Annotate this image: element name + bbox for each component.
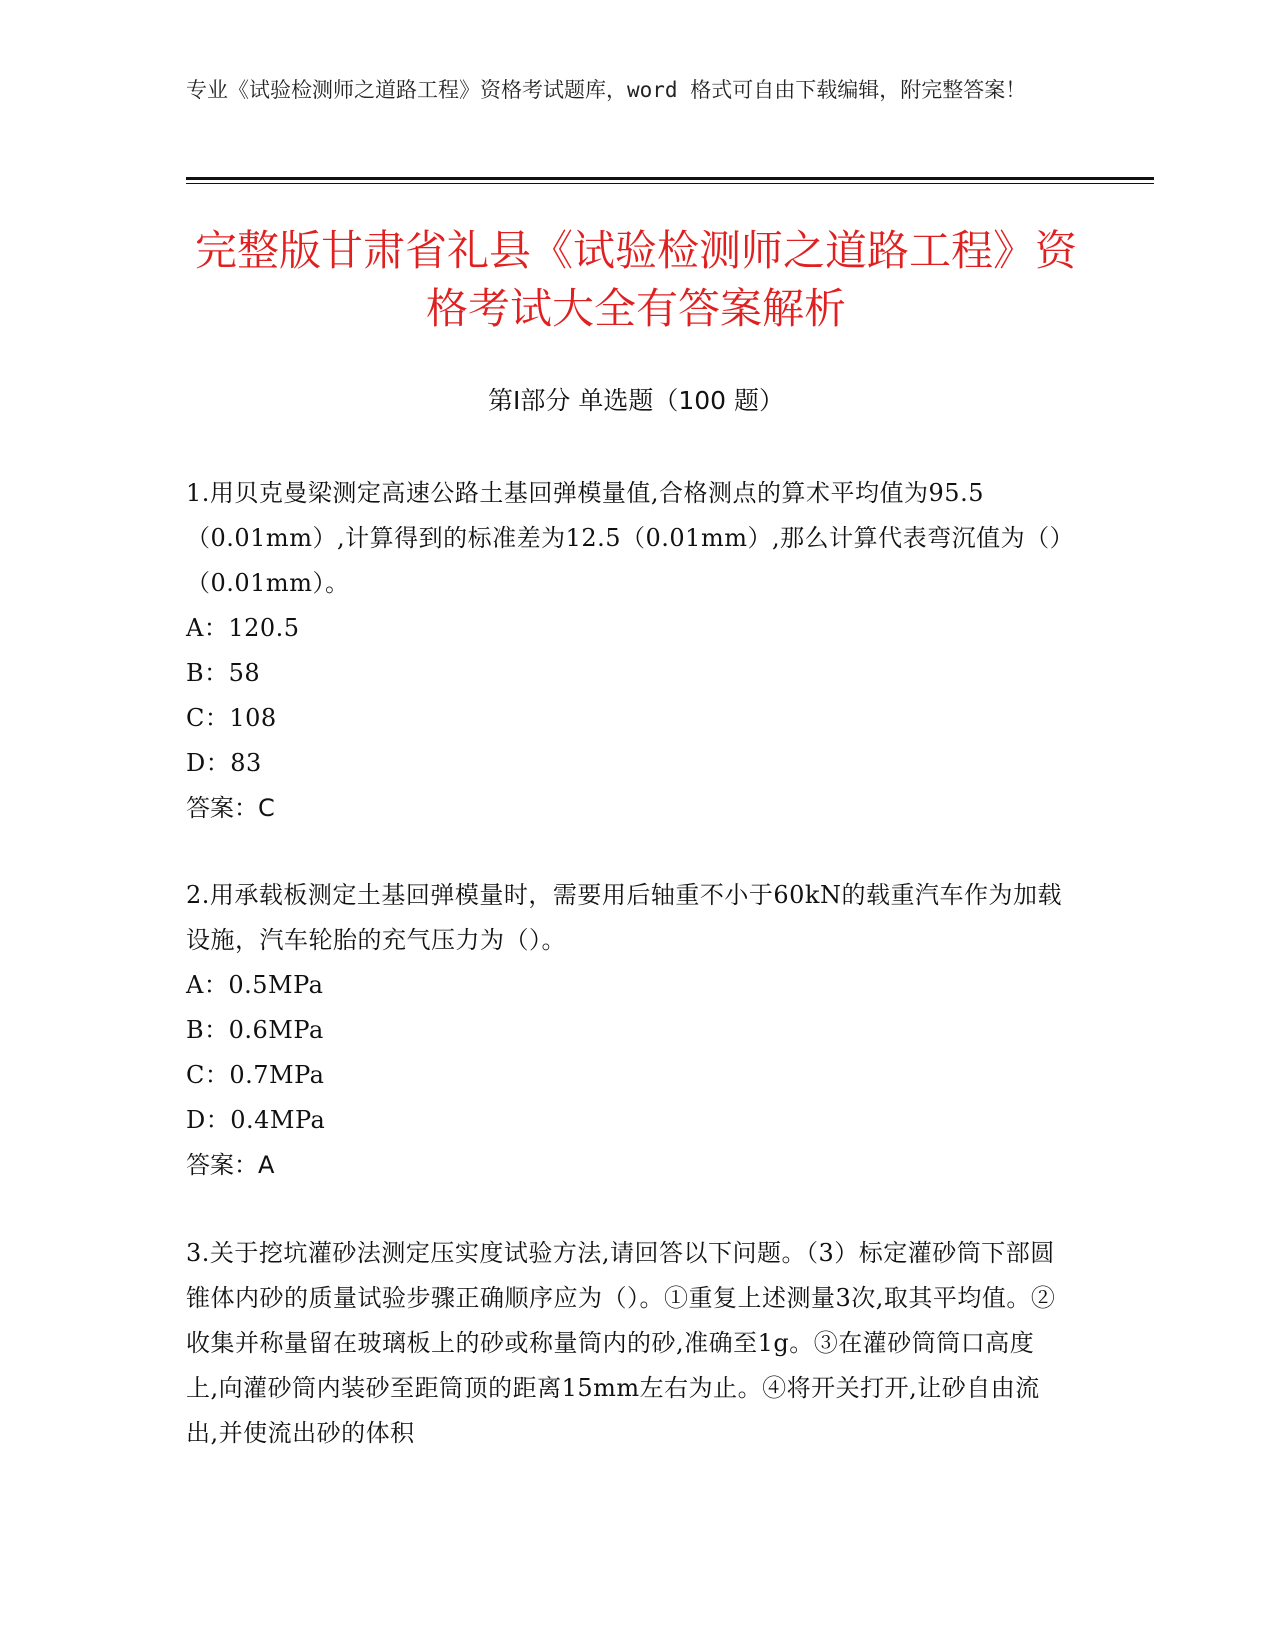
- document-title: 完整版甘肃省礼县《试验检测师之道路工程》资格考试大全有答案解析: [194, 226, 1077, 333]
- question-stem: 1.用贝克曼梁测定高速公路土基回弹模量值,合格测点的算术平均值为95.5（0.01mm）,计算得到的标准差为12.5（0.01mm）,那么计算代表弯沉值为（）（0.01mm）。: [186, 479, 1063, 597]
- question-stem: 3.关于挖坑灌砂法测定压实度试验方法,请回答以下问题。（3）标定灌砂筒下部圆锥体内砂的质量试验步骤正确顺序应为（）。①重复上述测量3次,取其平均值。②收集并称量留在玻璃板上的砂或称量筒内的砂,准确至1g。③在灌砂筒筒口高度上,向灌砂筒内装砂至距筒顶的距离15mm左右为止。④将开关打开,让砂自由流出,并使流出砂的体积: [186, 1239, 1056, 1447]
- option-b: B：58: [186, 659, 261, 687]
- option-c: C：108: [186, 704, 277, 732]
- option-a: A：120.5: [186, 614, 300, 642]
- section-title: 第Ⅰ部分 单选题（100 题）: [488, 386, 784, 415]
- question-1: [186, 471, 1066, 831]
- option-c: C：0.7MPa: [186, 1061, 325, 1089]
- question-stem: 2.用承载板测定土基回弹模量时，需要用后轴重不小于60kN的载重汽车作为加载设施，汽车轮胎的充气压力为（）。: [186, 881, 1062, 954]
- answer: 答案：A: [186, 1151, 275, 1179]
- header-divider-thick: [186, 177, 1154, 180]
- question-3: [186, 1231, 1066, 1456]
- header-divider-thin: [186, 183, 1154, 184]
- answer: 答案：C: [186, 794, 275, 822]
- option-a: A：0.5MPa: [186, 971, 324, 999]
- option-d: D：83: [186, 749, 262, 777]
- option-d: D：0.4MPa: [186, 1106, 326, 1134]
- question-2: [186, 873, 1066, 1188]
- option-b: B：0.6MPa: [186, 1016, 324, 1044]
- header-note: 专业《试验检测师之道路工程》资格考试题库，word 格式可自由下载编辑，附完整答案！: [186, 78, 1027, 102]
